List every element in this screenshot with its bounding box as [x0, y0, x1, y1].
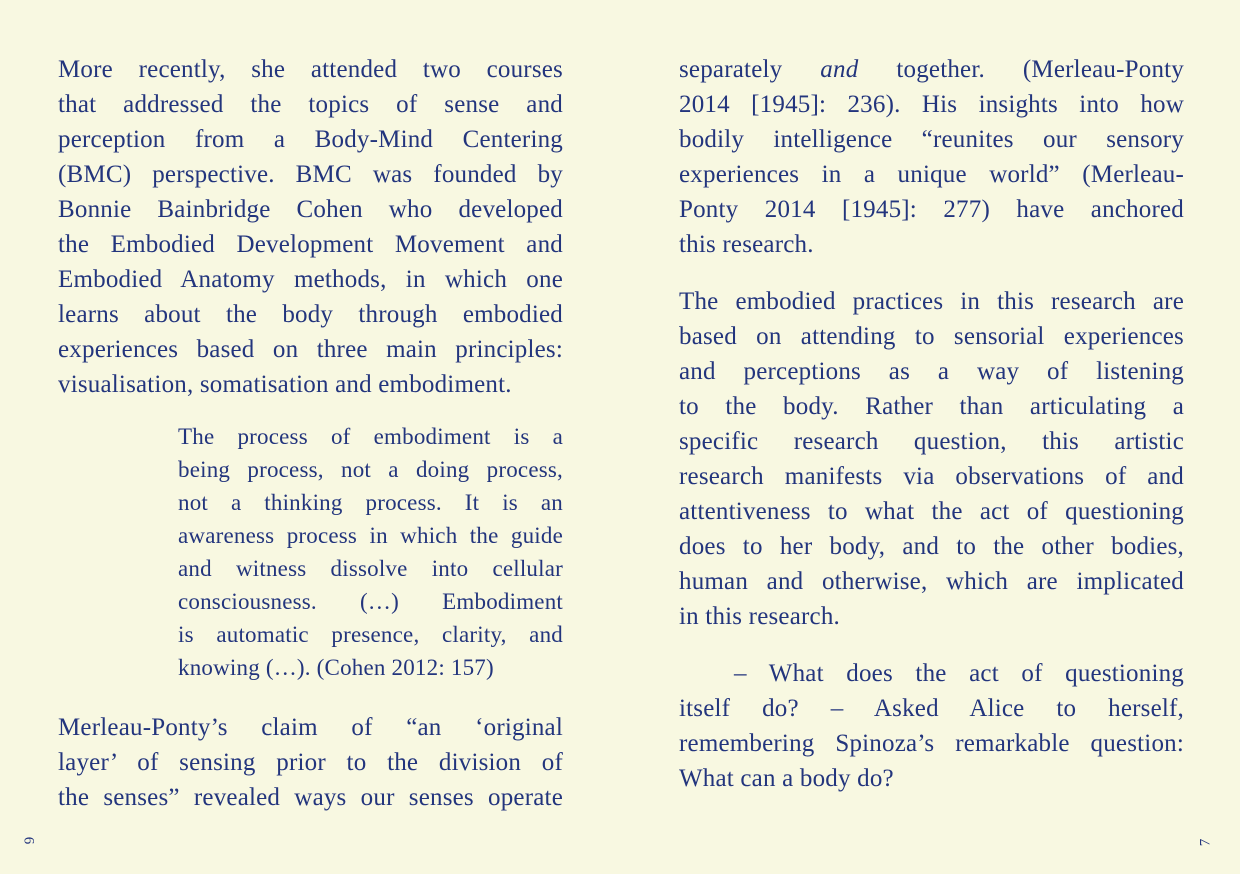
text-line: Embodied Anatomy methods, in which one [58, 266, 563, 293]
text-line: itself do? – Asked Alice to herself, [679, 695, 1184, 722]
text-line: specific research question, this artistic [679, 428, 1184, 455]
text-line: learns about the body through embodied [58, 301, 563, 328]
text-line: layer’ of sensing prior to the division of [58, 749, 563, 776]
blockquote-cohen-embodiment [178, 420, 563, 684]
paragraph-bmc-courses [58, 52, 563, 402]
text-line: perception from a Body-Mind Centering [58, 126, 563, 153]
text-line: being process, not a doing process, [178, 457, 563, 482]
text-line: More recently, she attended two courses [58, 56, 563, 83]
text-line: research manifests via observations of and [679, 463, 1184, 490]
paragraph-alice-question [679, 656, 1184, 796]
text-line: (BMC) perspective. BMC was founded by [58, 161, 563, 188]
text-line: human and otherwise, which are implicated [679, 568, 1184, 595]
text-line: based on attending to sensorial experiences [679, 323, 1184, 350]
text-line: bodily intelligence “reunites our sensory [679, 126, 1184, 153]
text-line: attentiveness to what the act of questioning [679, 498, 1184, 525]
right-page-text-column [679, 52, 1184, 796]
text-line: Ponty 2014 [1945]: 277) have anchored [679, 196, 1184, 223]
paragraph-merleau-ponty-insights [679, 52, 1184, 262]
text-line: knowing (…). (Cohen 2012: 157) [178, 655, 494, 680]
text-segment: separately [679, 56, 821, 83]
text-line: experiences based on three main principles: [58, 336, 563, 363]
text-line: that addressed the topics of sense and [58, 91, 563, 118]
text-segment: together. (Merleau-Ponty [858, 56, 1184, 83]
text-line: Merleau-Ponty’s claim of “an ‘original [58, 714, 563, 741]
text-line: The embodied practices in this research are [679, 288, 1184, 315]
text-line: What can a body do? [679, 765, 894, 792]
text-line: and perceptions as a way of listening [679, 358, 1184, 385]
text-line: – What does the act of questioning [734, 660, 1184, 687]
text-line: visualisation, somatisation and embodiment. [58, 371, 512, 398]
text-line: not a thinking process. It is an [178, 490, 563, 515]
text-line: awareness process in which the guide [178, 523, 563, 548]
text-line: the Embodied Development Movement and [58, 231, 563, 258]
text-line: and witness dissolve into cellular [178, 556, 563, 581]
text-line: does to her body, and to the other bodies, [679, 533, 1184, 560]
paragraph-embodied-practices [679, 284, 1184, 634]
text-line [679, 52, 1184, 87]
italic-text-segment: and [820, 56, 859, 83]
text-line: experiences in a unique world” (Merleau- [679, 161, 1184, 188]
text-line: 2014 [1945]: 236). His insights into how [679, 91, 1184, 118]
text-line: this research. [679, 231, 814, 258]
text-line: is automatic presence, clarity, and [178, 622, 563, 647]
text-line: Bonnie Bainbridge Cohen who developed [58, 196, 563, 223]
text-line: in this research. [679, 603, 840, 630]
text-line: The process of embodiment is a [178, 424, 563, 449]
text-line: to the body. Rather than articulating a [679, 393, 1184, 420]
page-number-right: 7 [1197, 838, 1214, 847]
paragraph-merleau-ponty-claim [58, 710, 563, 815]
left-page-text-column [58, 52, 563, 815]
page-number-left: 6 [20, 836, 37, 845]
text-line: the senses” revealed ways our senses operate [58, 784, 563, 811]
text-line: remembering Spinoza’s remarkable question: [679, 730, 1184, 757]
text-line: consciousness. (…) Embodiment [178, 589, 563, 614]
